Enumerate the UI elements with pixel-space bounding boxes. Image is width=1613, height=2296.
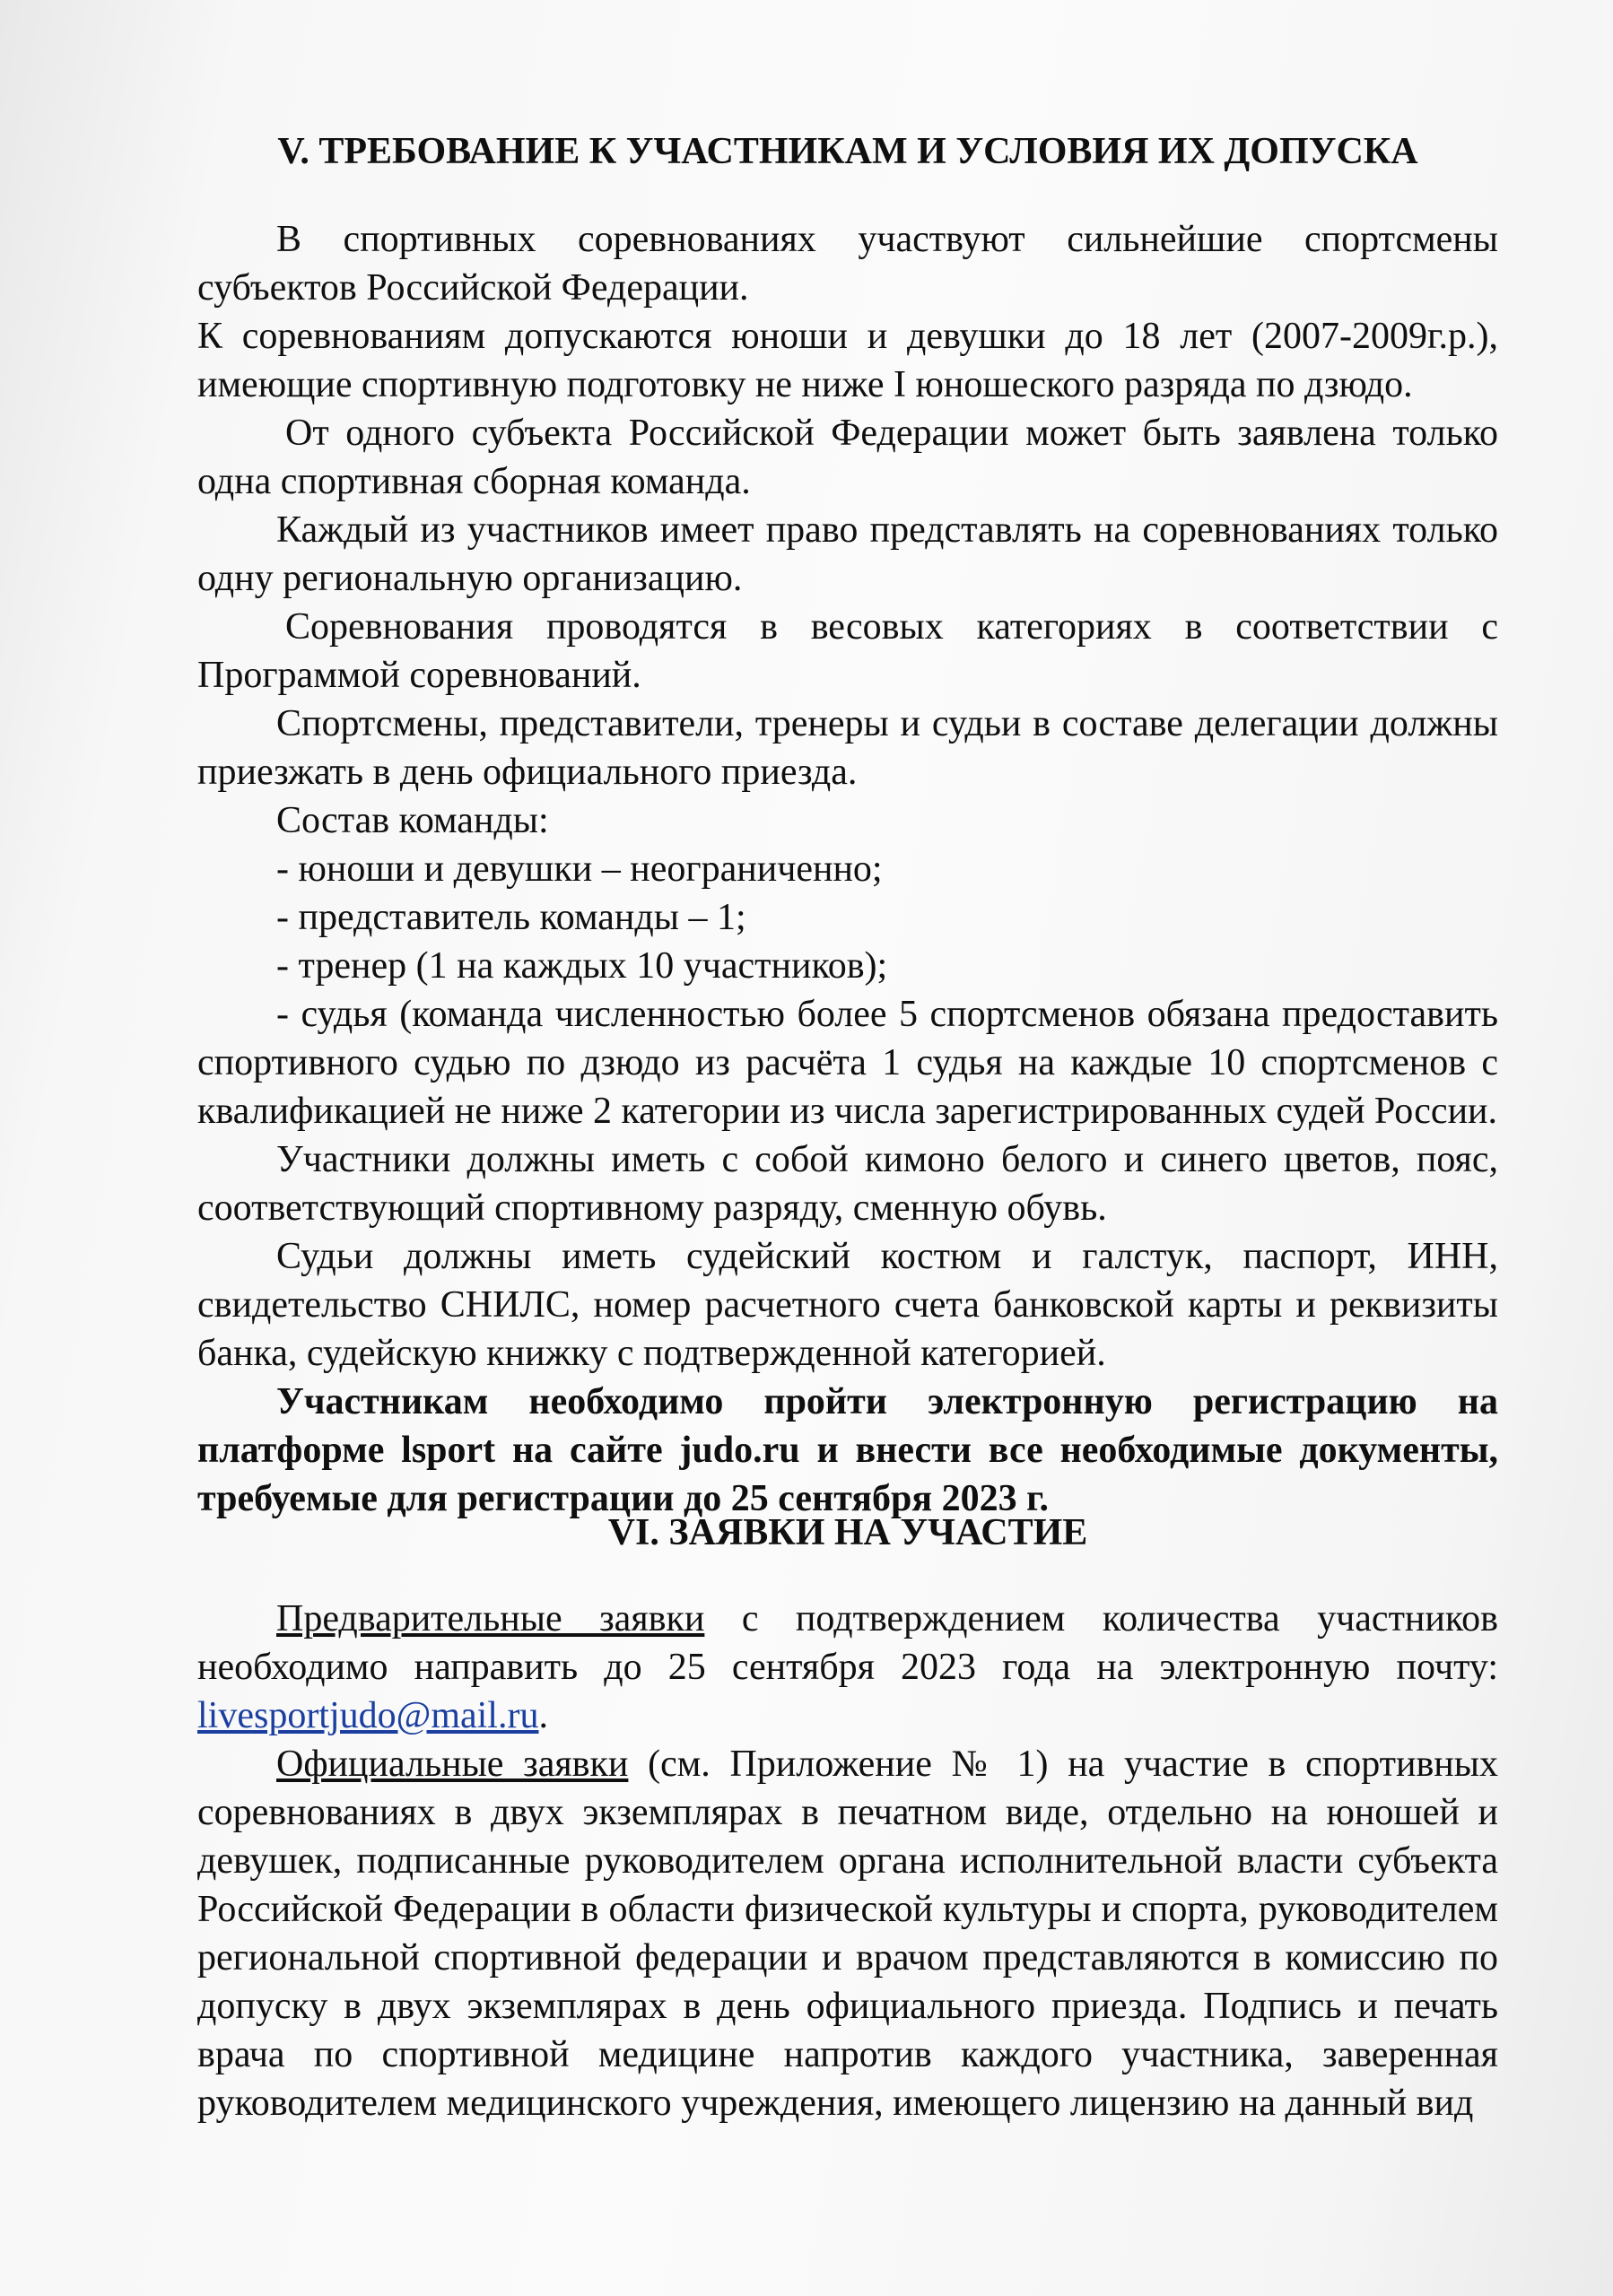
paragraph-text: (см. Приложение № 1) на участие в спортивных соревнованиях в двух экземплярах в печатном виде, отдельно на юношей и девушек, подписанные руководителем органа исполнительной власти субъекта Российской Федерации в области физической культуры и спорта, руководителем региональной спортивной федерации и врачом представляются в комиссию по допуску в двух экземплярах в день официального приезда. Подпись и печать врача по спортивной медицине напротив каждого участника, заверенная руководителем медицинского учреждения, имеющего лицензию на данный вид: [197, 1744, 1499, 2124]
section-vi-body: [197, 1595, 1498, 2127]
paragraph: Спортсмены, представители, тренеры и судьи в составе делегации должны приезжать в день официального приезда.: [197, 703, 1498, 793]
paragraph: [197, 1740, 1498, 2127]
list-item: - судья (команда численностью более 5 спортсменов обязана предоставить спортивного судью по дзюдо из расчёта 1 судья на каждые 10 спортсменов с квалификацией не ниже 2 категории из числа зарегистрированных судей России.: [197, 994, 1498, 1132]
paragraph: [197, 1595, 1498, 1740]
paragraph: Судьи должны иметь судейский костюм и галстук, паспорт, ИНН, свидетельство СНИЛС, номер расчетного счета банковской карты и реквизиты банка, судейскую книжку с подтвержденной категорией.: [197, 1236, 1498, 1374]
paragraph: Участники должны иметь с собой кимоно белого и синего цветов, пояс, соответствующий спортивному разряду, сменную обувь.: [197, 1139, 1498, 1229]
list-item: - юноши и девушки – неограниченно;: [276, 848, 883, 890]
underlined-term: Предварительные заявки: [276, 1598, 705, 1639]
list-item: - тренер (1 на каждых 10 участников);: [276, 945, 888, 987]
paragraph: К соревнованиям допускаются юноши и девушки до 18 лет (2007-2009г.р.), имеющие спортивную подготовку не ниже I юношеского разряда по дзюдо.: [197, 316, 1498, 405]
registration-notice: Участникам необходимо пройти электронную регистрацию на платформе lsport на сайте judo.ru и внести все необходимые документы, требуемые для регистрации до 25 сентября 2023 г.: [197, 1381, 1498, 1519]
list-item: - представитель команды – 1;: [276, 897, 746, 938]
paragraph-text: с подтверждением количества участников необходимо направить до 25 сентября 2023 года на электронную почту:: [197, 1598, 1498, 1688]
paragraph-text: .: [538, 1695, 548, 1736]
paragraph: В спортивных соревнованиях участвуют сильнейшие спортсмены субъектов Российской Федерации.: [197, 219, 1498, 309]
email-link[interactable]: livesportjudo@mail.ru: [197, 1695, 539, 1736]
underlined-term: Официальные заявки: [276, 1744, 629, 1785]
paragraph: От одного субъекта Российской Федерации может быть заявлена только одна спортивная сборная команда.: [197, 413, 1498, 502]
section-v-body: [197, 215, 1498, 1523]
section-vi-title: VI. ЗАЯВКИ НА УЧАСТИЕ: [607, 1512, 1088, 1553]
paragraph: Каждый из участников имеет право представлять на соревнованиях только одну региональную организацию.: [197, 509, 1498, 599]
team-heading: Состав команды:: [276, 800, 549, 841]
paragraph: Соревнования проводятся в весовых категориях в соответствии с Программой соревнований.: [197, 606, 1498, 696]
section-v-title: V. ТРЕБОВАНИЕ К УЧАСТНИКАМ И УСЛОВИЯ ИХ ДОПУСКА: [277, 131, 1418, 172]
